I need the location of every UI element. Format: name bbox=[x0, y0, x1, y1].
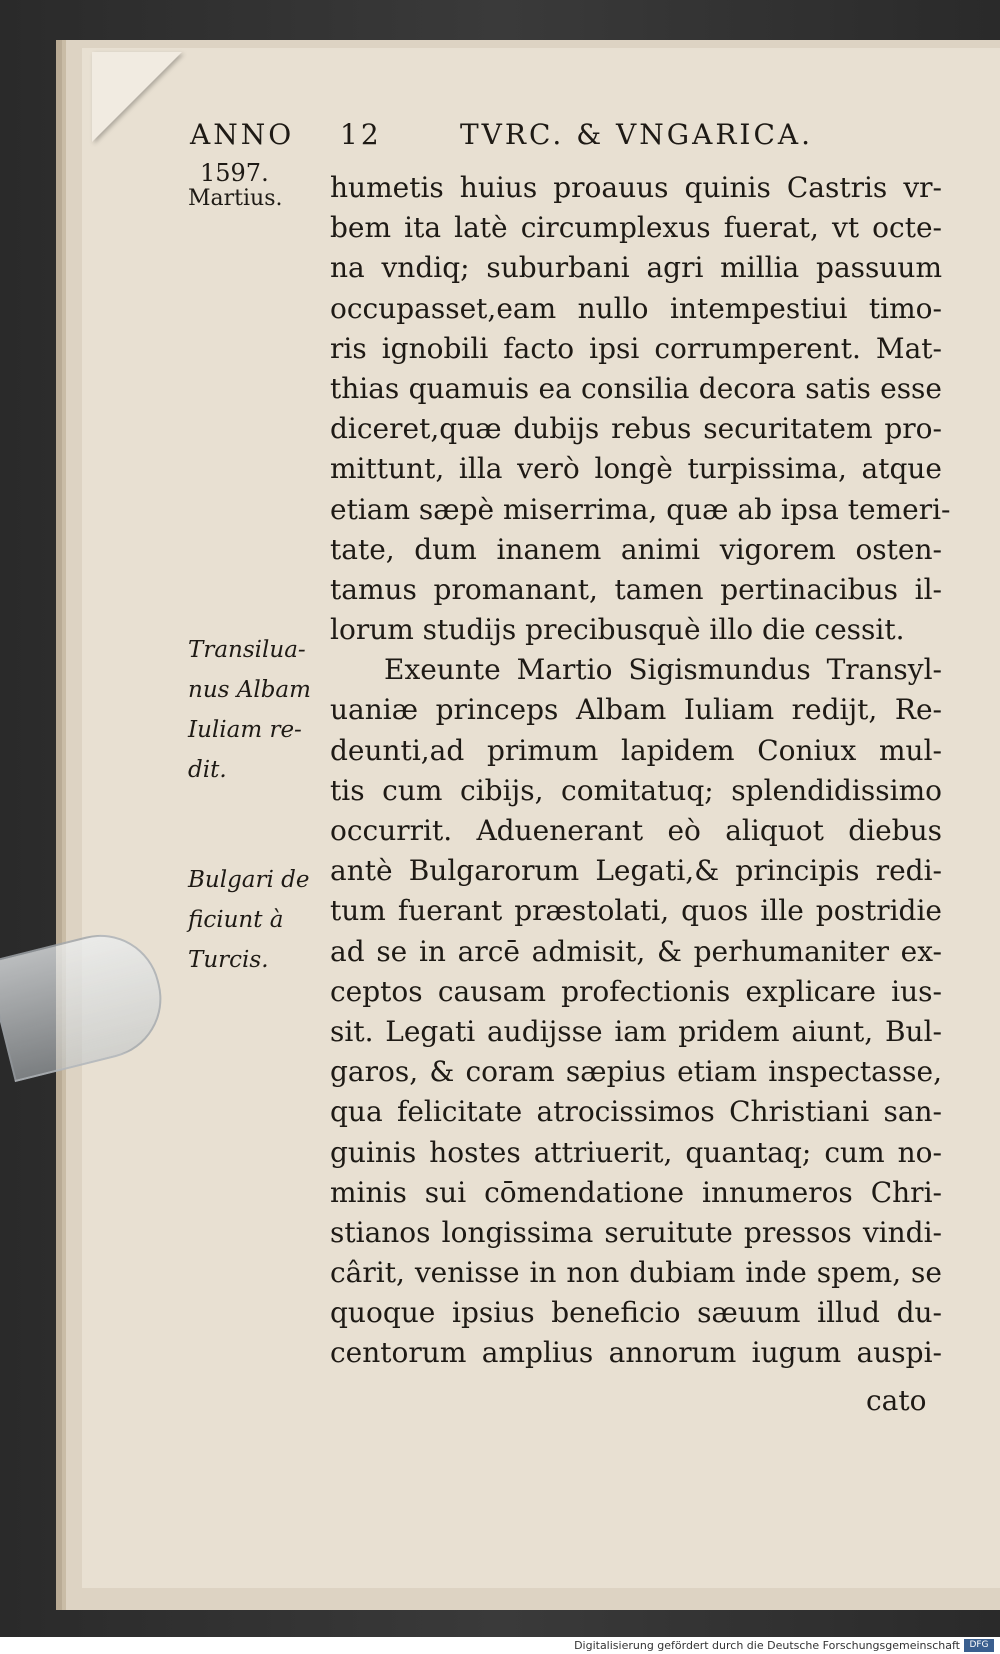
dfg-logo: DFG bbox=[964, 1639, 994, 1652]
header-anno: ANNO bbox=[190, 118, 295, 151]
text-line: tis cum cibijs, comitatuq; splendidissimo bbox=[330, 773, 942, 807]
text-line: occupasset,eam nullo intempestiui timo- bbox=[330, 291, 942, 325]
text-line: quoque ipsius beneficio sæuum illud du- bbox=[330, 1296, 942, 1330]
text-line: humetis huius proauus quinis Castris vr- bbox=[330, 171, 942, 204]
catchword: cato bbox=[866, 1384, 927, 1417]
text-line: etiam sæpè miserrima, quæ ab ipsa temeri- bbox=[330, 492, 951, 526]
running-header bbox=[0, 118, 1000, 158]
text-line: occurrit. Aduenerant eò aliquot diebus bbox=[330, 814, 942, 847]
margin-note-line: Iuliam re- bbox=[188, 717, 302, 743]
page-number: 12 bbox=[340, 118, 382, 151]
text-line: cârit, venisse in non dubiam inde spem, se bbox=[330, 1256, 942, 1290]
text-line: garos, & coram sæpius etiam inspectasse, bbox=[330, 1055, 942, 1089]
margin-note-line: Transilua- bbox=[188, 637, 306, 663]
text-line: diceret,quæ dubijs rebus securitatem pro- bbox=[330, 412, 942, 446]
margin-note-transilvanus bbox=[188, 630, 328, 790]
text-line: tum fuerant præstolati, quos ille postridie bbox=[330, 894, 942, 928]
margin-note-line: Turcis. bbox=[188, 947, 269, 973]
body-text bbox=[330, 168, 951, 1374]
margin-note-line: dit. bbox=[188, 757, 227, 783]
text-line: uaniæ princeps Albam Iuliam redijt, Re- bbox=[330, 693, 942, 727]
text-line: thias quamuis ea consilia decora satis esse bbox=[330, 371, 942, 405]
text-line: stianos longissima seruitute pressos vindi- bbox=[330, 1215, 942, 1249]
margin-note-bulgari bbox=[188, 860, 328, 980]
running-title: TVRC. & VNGARICA. bbox=[460, 118, 814, 151]
footer-credit: Digitalisierung gefördert durch die Deutsche Forschungsgemeinschaft bbox=[574, 1639, 960, 1652]
text-line: deunti,ad primum lapidem Coniux mul- bbox=[330, 733, 942, 767]
margin-notes bbox=[188, 159, 326, 973]
text-line: sit. Legati audijsse iam pridem aiunt, Bul- bbox=[330, 1014, 942, 1048]
text-line: ceptos causam profectionis explicare ius- bbox=[330, 974, 942, 1008]
text-line: tamus promanant, tamen pertinacibus il- bbox=[330, 572, 942, 606]
margin-month: Martius. bbox=[188, 186, 283, 211]
text-line: bem ita latè circumplexus fuerat, vt octe- bbox=[330, 211, 942, 245]
text-line: mittunt, illa verò longè turpissima, atque bbox=[330, 452, 942, 486]
text-line: lorum studijs precibusquè illo die cessit. bbox=[330, 613, 905, 647]
digitization-footer bbox=[0, 1637, 1000, 1654]
text-line: centorum amplius annorum iugum auspi- bbox=[330, 1336, 942, 1370]
text-line: ris ignobili facto ipsi corrumperent. Mat- bbox=[330, 331, 942, 365]
margin-note-line: nus Albam bbox=[188, 677, 311, 703]
margin-note-line: Bulgari de bbox=[188, 867, 310, 893]
text-line: na vndiq; suburbani agri millia passuum bbox=[330, 251, 942, 285]
text-line: ad se in arcē admisit, & perhumaniter ex- bbox=[330, 934, 942, 968]
text-line: Exeunte Martio Sigismundus Transyl- bbox=[384, 653, 942, 687]
text-line: antè Bulgarorum Legati,& principis redi- bbox=[330, 854, 942, 888]
margin-note-line: ficiunt à bbox=[188, 907, 284, 933]
text-line: guinis hostes attriuerit, quantaq; cum no- bbox=[330, 1135, 942, 1169]
text-line: qua felicitate atrocissimos Christiani san- bbox=[330, 1095, 942, 1129]
text-line: tate, dum inanem animi vigorem osten- bbox=[330, 532, 942, 566]
margin-year: 1597. bbox=[200, 159, 269, 187]
text-line: minis sui cōmendatione innumeros Chri- bbox=[330, 1175, 942, 1209]
